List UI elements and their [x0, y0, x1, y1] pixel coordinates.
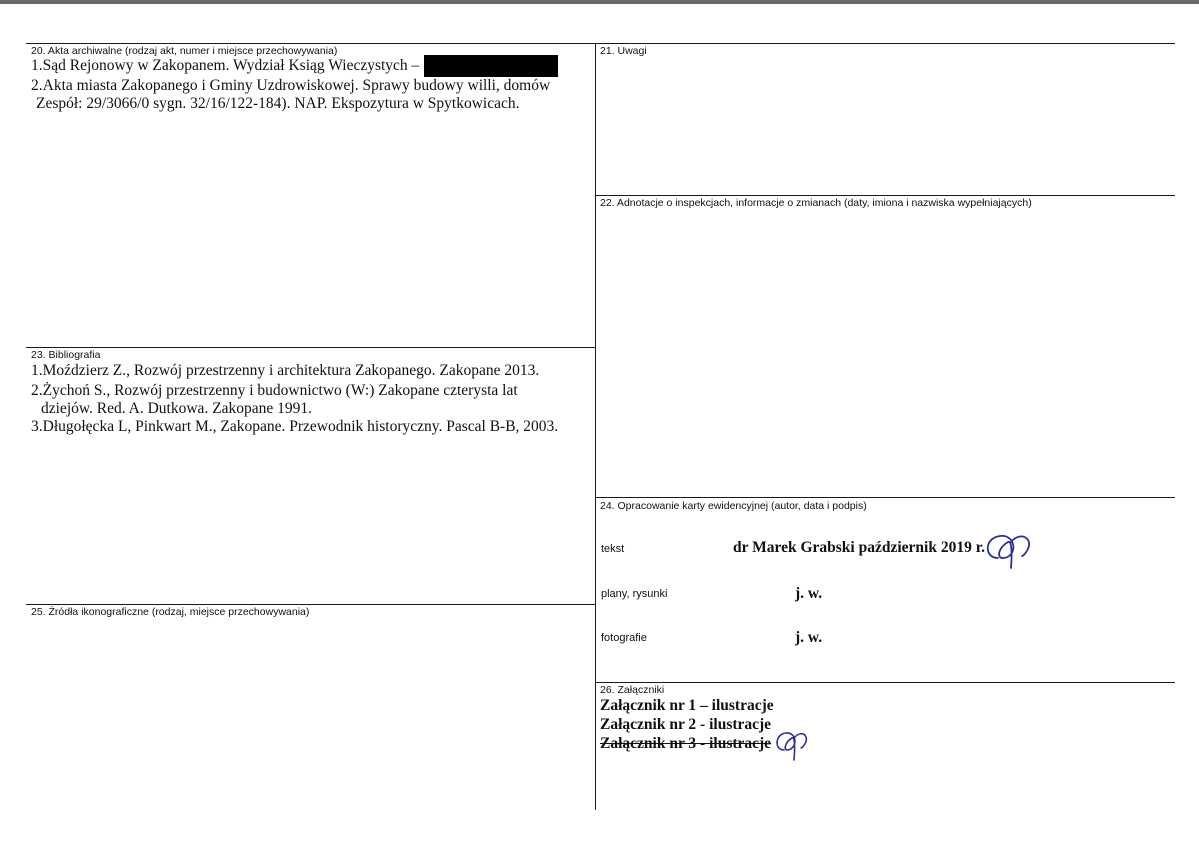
- archive-entry-2-continued: Zespół: 29/3066/0 sygn. 32/16/122-184). NAP. Ekspozytura w Spytkowicach.: [36, 95, 520, 112]
- signature-mark: [978, 528, 1036, 570]
- section-20-label: 20. Akta archiwalne (rodzaj akt, numer i miejsce przechowywania): [31, 45, 338, 57]
- text-author-value: dr Marek Grabski październik 2019 r.: [733, 539, 986, 556]
- divider-24-26: [595, 682, 1175, 683]
- text-author-label: tekst: [601, 543, 625, 555]
- divider-22-24: [595, 497, 1175, 498]
- archive-entry-2: 2.Akta miasta Zakopanego i Gminy Uzdrowiskowej. Sprawy budowy willi, domów: [31, 77, 551, 94]
- attachment-2: Załącznik nr 2 - ilustracje: [600, 716, 772, 733]
- form-top-border: [26, 43, 1175, 44]
- bibliography-entry-3: 3.Długołęcka L, Pinkwart M., Zakopane. Przewodnik historyczny. Pascal B-B, 2003.: [31, 418, 559, 435]
- bibliography-entry-2: 2.Żychoń S., Rozwój przestrzenny i budownictwo (W:) Zakopane czterysta lat: [31, 382, 518, 399]
- redaction-block: [424, 55, 558, 77]
- attachment-1: Załącznik nr 1 – ilustracje: [600, 697, 774, 714]
- section-23-label: 23. Bibliografia: [31, 349, 101, 361]
- section-26-label: 26. Załączniki: [600, 684, 665, 696]
- divider-23-25: [26, 604, 595, 605]
- section-25-label: 25. Źródła ikonograficzne (rodzaj, miejsce przechowywania): [31, 606, 310, 618]
- attachment-3-struck: Załącznik nr 3 - ilustracje: [600, 735, 772, 752]
- photos-author-value: j. w.: [795, 629, 823, 646]
- section-21-label: 21. Uwagi: [600, 45, 647, 57]
- bibliography-entry-2-continued: dziejów. Red. A. Dutkowa. Zakopane 1991.: [41, 400, 313, 417]
- column-divider: [595, 43, 596, 810]
- divider-20-23: [26, 347, 595, 348]
- bibliography-entry-1: 1.Moździerz Z., Rozwój przestrzenny i architektura Zakopanego. Zakopane 2013.: [31, 362, 540, 379]
- section-24-label: 24. Opracowanie karty ewidencyjnej (autor, data i podpis): [600, 500, 867, 512]
- initials-mark: [770, 728, 810, 762]
- plans-author-value: j. w.: [795, 585, 823, 602]
- section-22-label: 22. Adnotacje o inspekcjach, informacje o zmianach (daty, imiona i nazwiska wypełniających): [600, 197, 1032, 209]
- archive-entry-1: 1.Sąd Rejonowy w Zakopanem. Wydział Ksiąg Wieczystych –: [31, 57, 420, 74]
- divider-21-22: [595, 195, 1175, 196]
- scan-top-edge: [0, 0, 1199, 4]
- photos-author-label: fotografie: [601, 632, 647, 644]
- plans-author-label: plany, rysunki: [601, 588, 668, 600]
